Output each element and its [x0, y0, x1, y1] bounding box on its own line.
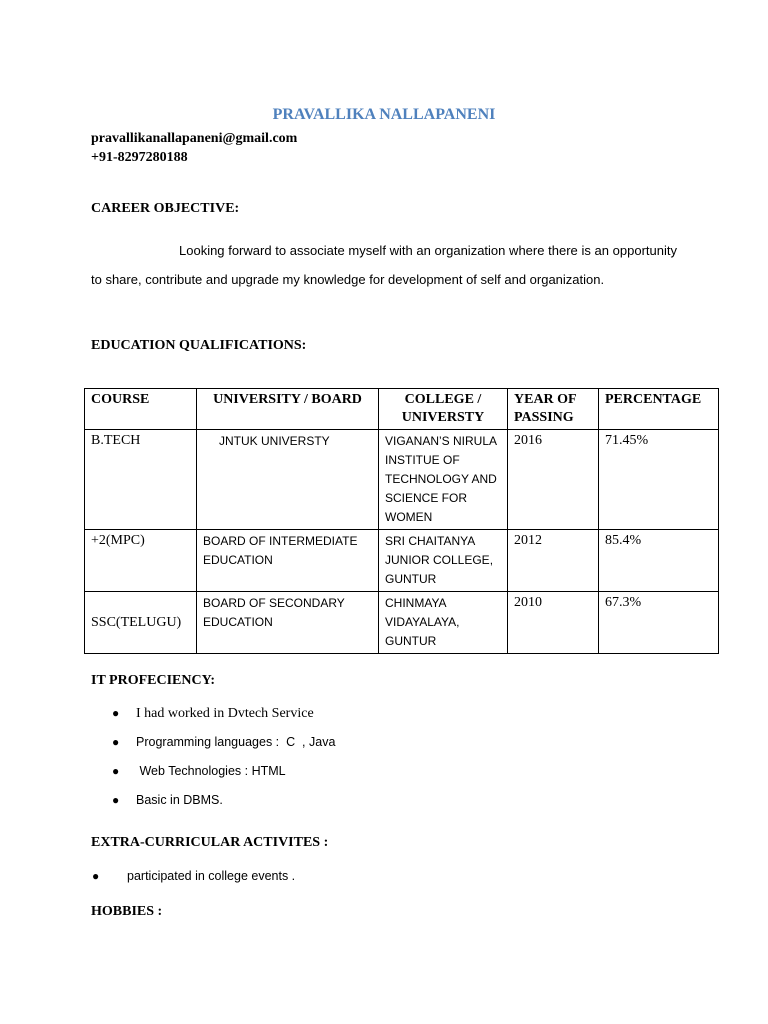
table-row: [85, 530, 719, 592]
cell-percentage: 67.3%: [599, 592, 719, 654]
phone-number: +91-8297280188: [91, 150, 188, 165]
education-table: [84, 388, 719, 654]
column-header-college: COLLEGE / UNIVERSTY: [379, 389, 508, 430]
bullet-icon: ●: [112, 735, 120, 749]
bullet-icon: ●: [92, 869, 100, 883]
cell-year: 2016: [508, 430, 599, 530]
column-header-course: COURSE: [85, 389, 197, 430]
cell-university: BOARD OF INTERMEDIATE EDUCATION: [197, 530, 379, 592]
list-item: ● participated in college events .: [92, 869, 296, 883]
bullet-icon: ●: [112, 764, 120, 778]
bullet-icon: ●: [112, 706, 120, 720]
cell-university: JNTUK UNIVERSTY: [197, 430, 379, 530]
bullet-icon: ●: [112, 793, 120, 807]
cell-college: SRI CHAITANYA JUNIOR COLLEGE, GUNTUR: [379, 530, 508, 592]
cell-percentage: 85.4%: [599, 530, 719, 592]
cell-year: 2010: [508, 592, 599, 654]
career-objective-heading: CAREER OBJECTIVE:: [91, 201, 240, 216]
list-item: ● Programming languages : C , Java: [112, 735, 336, 749]
extra-curricular-list: [92, 869, 296, 883]
cell-year: 2012: [508, 530, 599, 592]
cell-college: CHINMAYA VIDAYALAYA, GUNTUR: [379, 592, 508, 654]
cell-course: B.TECH: [85, 430, 197, 530]
hobbies-heading: HOBBIES :: [91, 904, 163, 919]
cell-course: +2(MPC): [85, 530, 197, 592]
cell-college: VIGANAN’S NIRULA INSTITUE OF TECHNOLOGY AND SCIENCE FOR WOMEN: [379, 430, 508, 530]
education-heading: EDUCATION QUALIFICATIONS:: [91, 338, 307, 353]
cell-course: SSC(TELUGU): [85, 592, 197, 654]
table-row: [85, 430, 719, 530]
email-address: pravallikanallapaneni@gmail.com: [91, 131, 298, 146]
career-objective-text: Looking forward to associate myself with an organization where there is an opportunity to share, contribute and upgrade my knowledge for development of self and organization.: [91, 243, 677, 287]
candidate-name: PRAVALLIKA NALLAPANENI: [272, 106, 496, 123]
it-proficiency-list: [112, 706, 336, 822]
column-header-year: YEAR OF PASSING: [508, 389, 599, 430]
extra-curricular-heading: EXTRA-CURRICULAR ACTIVITES :: [91, 835, 329, 850]
it-proficiency-heading: IT PROFECIENCY:: [91, 673, 216, 688]
cell-university: BOARD OF SECONDARY EDUCATION: [197, 592, 379, 654]
list-item: ● Basic in DBMS.: [112, 793, 223, 807]
list-item: ● Web Technologies : HTML: [112, 764, 286, 778]
list-item: ● I had worked in Dvtech Service: [112, 706, 314, 721]
table-row: [85, 592, 719, 654]
column-header-percentage: PERCENTAGE: [599, 389, 719, 430]
table-header-row: [85, 389, 719, 430]
cell-percentage: 71.45%: [599, 430, 719, 530]
column-header-university: UNIVERSITY / BOARD: [197, 389, 379, 430]
